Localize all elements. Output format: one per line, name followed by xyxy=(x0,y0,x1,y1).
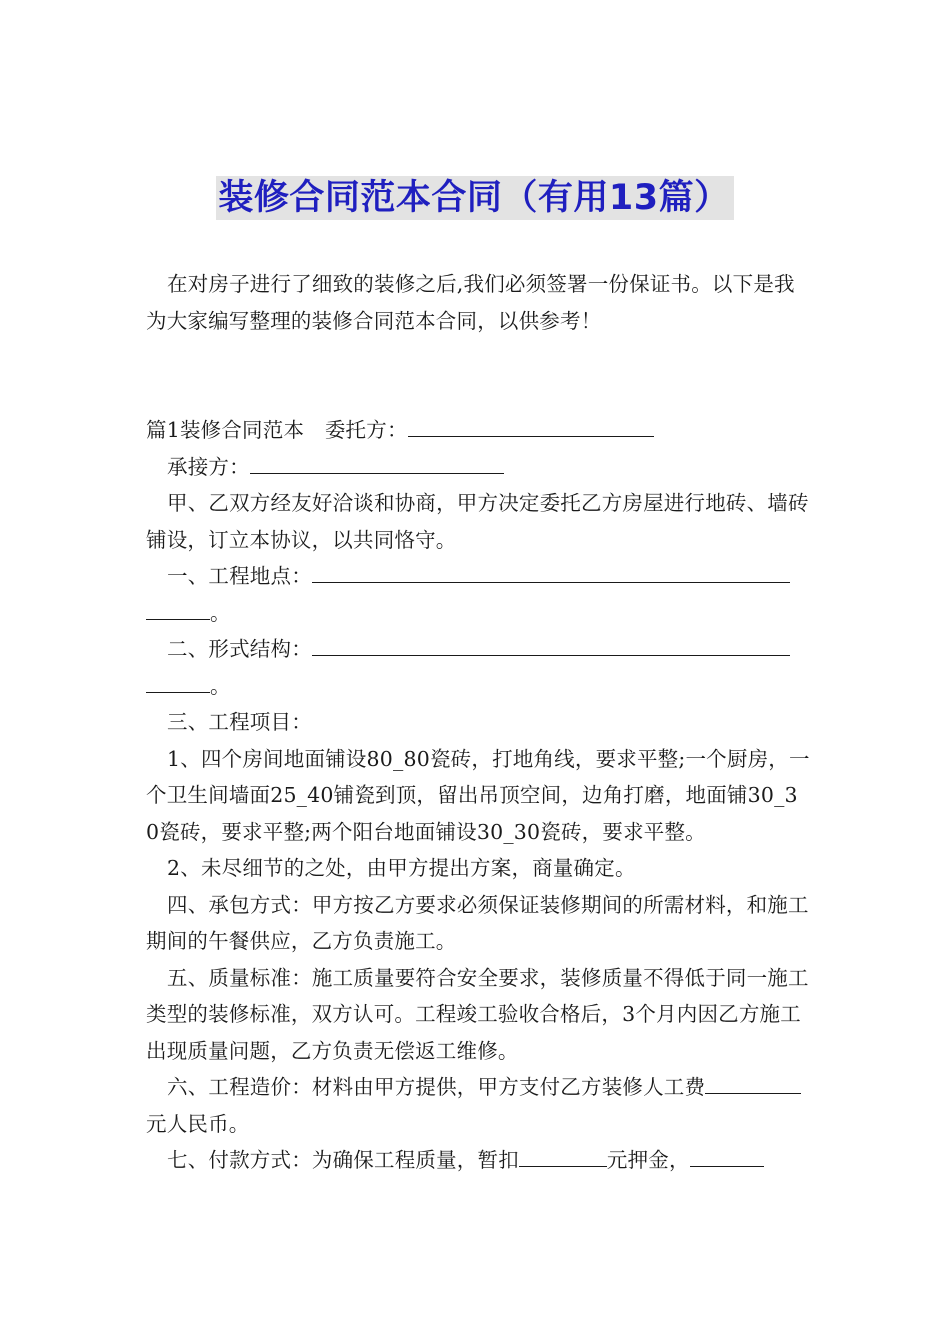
agreement-paragraph: 甲、乙双方经友好洽谈和协商，甲方决定委托乙方房屋进行地砖、墙砖铺设，订立本协议，以共同恪守。 xyxy=(146,491,809,552)
client-label: 篇1装修合同范本 委托方： xyxy=(146,418,408,442)
contract-body xyxy=(146,412,811,1179)
project-heading: 三、工程项目： xyxy=(167,710,312,734)
payment-clause xyxy=(146,1142,811,1179)
contractor-label: 承接方： xyxy=(167,454,250,479)
title-container xyxy=(0,176,950,220)
location-blank xyxy=(312,562,790,583)
location-blank-cont xyxy=(146,599,210,620)
contractor-blank xyxy=(250,453,504,474)
intro-paragraph: 在对房子进行了细致的装修之后,我们必须签署一份保证书。以下是我为大家编写整理的装修合同范本合同，以供参考！ xyxy=(146,272,795,333)
contract-header-line xyxy=(146,412,811,449)
cost-clause xyxy=(146,1069,811,1142)
structure-blank xyxy=(312,635,790,656)
structure-clause xyxy=(146,631,811,704)
contractor-line xyxy=(146,449,811,486)
intro-section xyxy=(146,266,811,339)
document-title: 装修合同范本合同（有用13篇） xyxy=(216,176,733,220)
location-end: 。 xyxy=(210,600,231,625)
structure-end: 。 xyxy=(210,673,231,698)
deposit-unit: 元押金， xyxy=(606,1148,690,1172)
cost-label: 六、工程造价：材料由甲方提供，甲方支付乙方装修人工费 xyxy=(167,1075,706,1099)
deposit-blank xyxy=(519,1146,607,1167)
location-clause xyxy=(146,558,811,631)
contract-method-clause: 四、承包方式：甲方按乙方要求必须保证装修期间的所需材料，和施工期间的午餐供应，乙方负责施工。 xyxy=(146,892,809,953)
location-label: 一、工程地点： xyxy=(167,564,312,588)
payment-blank xyxy=(690,1146,764,1167)
cost-blank-cont xyxy=(763,1073,801,1094)
quality-clause: 五、质量标准：施工质量要符合安全要求，装修质量不得低于同一施工类型的装修标准，双方认可。工程竣工验收合格后，3个月内因乙方施工出现质量问题，乙方负责无偿返工维修。 xyxy=(146,965,809,1063)
structure-blank-cont xyxy=(146,672,210,693)
project-item-1: 1、四个房间地面铺设80_80瓷砖，打地角线，要求平整;一个厨房，一个卫生间墙面25_40铺瓷到顶，留出吊顶空间，边角打磨，地面铺30_30瓷砖，要求平整;两个阳台地面铺设30_30瓷砖，要求平整。 xyxy=(146,746,810,844)
cost-unit: 元人民币。 xyxy=(146,1111,250,1136)
payment-label: 七、付款方式：为确保工程质量，暂扣 xyxy=(167,1148,519,1172)
project-item-2: 2、未尽细节的之处，由甲方提出方案，商量确定。 xyxy=(167,856,636,880)
client-blank xyxy=(408,416,654,437)
cost-blank xyxy=(705,1073,763,1094)
structure-label: 二、形式结构： xyxy=(167,637,312,661)
